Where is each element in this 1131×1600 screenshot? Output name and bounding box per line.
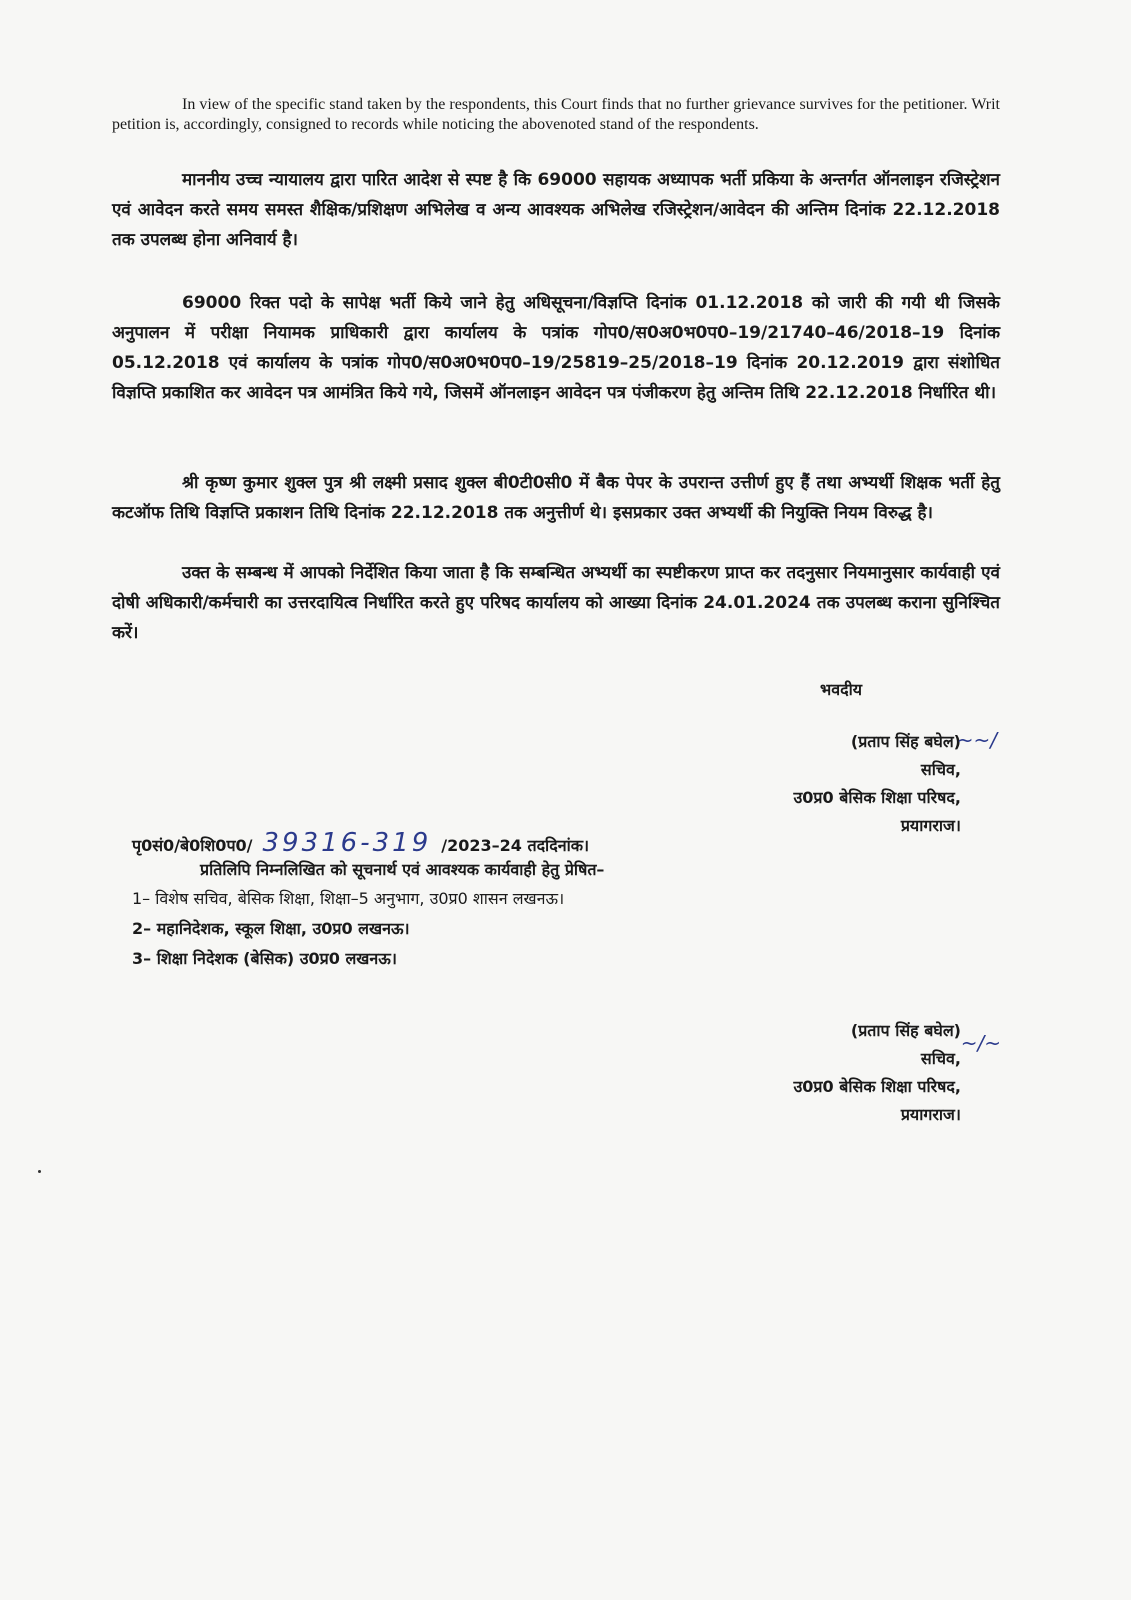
- paragraph-court-order: माननीय उच्च न्यायालय द्वारा पारित आदेश से स्पष्ट है कि 69000 सहायक अध्यापक भर्ती प्रकिया के अन्तर्गत ऑनलाइन रजिस्ट्रेशन एवं आवेदन करते समय समस्त शैक्षिक/प्रशिक्षण अभिलेख व अन्य आवश्यक अभिलेख रजिस्ट्रेशन/आवेदन की अन्तिम दिनांक 22.12.2018 तक उपलब्ध होना अनिवार्य है।: [112, 170, 1000, 250]
- signatory-place: प्रयागराज।: [900, 816, 961, 835]
- reference-line: [132, 828, 1032, 858]
- reference-suffix: /2023–24 तददिनांक।: [441, 836, 590, 855]
- copy-heading: प्रतिलिपि निम्नलिखित को सूचनार्थ एवं आवश्यक कार्यवाही हेतु प्रेषित–: [200, 860, 605, 879]
- list-item: 1– विशेष सचिव, बेसिक शिक्षा, शिक्षा–5 अनुभाग, उ0प्र0 शासन लखनऊ।: [132, 889, 565, 908]
- scan-speck: [38, 1170, 41, 1173]
- reference-number: 39316-319: [262, 828, 432, 858]
- list-item: 2– महानिदेशक, स्कूल शिक्षा, उ0प्र0 लखनऊ।: [132, 919, 410, 938]
- handwritten-signature-icon: ~~/: [956, 728, 997, 752]
- closing-salutation: भवदीय: [820, 680, 863, 699]
- paragraph-notification: 69000 रिक्त पदो के सापेक्ष भर्ती किये जाने हेतु अधिसूचना/विज्ञप्ति दिनांक 01.12.2018 को जारी की गयी थी जिसके अनुपालन में परीक्षा नियामक प्राधिकारी द्वारा कार्यालय के पत्रांक गोप0/स0अ0भ0प0–19/21740–46/2018–19 दिनांक 05.12.2018 एवं कार्यालय के पत्रांक गोप0/स0अ0भ0प0–19/25819–25/2018–19 दिनांक 20.12.2019 द्वारा संशोधित विज्ञप्ति प्रकाशित कर आवेदन पत्र आमंत्रित किये गये, जिसमें ऑनलाइन आवेदन पत्र पंजीकरण हेतु अन्तिम तिथि 22.12.2018 निर्धारित थी।: [112, 293, 1000, 403]
- list-item: 3– शिक्षा निदेशक (बेसिक) उ0प्र0 लखनऊ।: [132, 949, 397, 968]
- paragraph-direction: उक्त के सम्बन्ध में आपको निर्देशित किया जाता है कि सम्बन्धित अभ्यर्थी का स्पष्टीकरण प्राप्त कर तदनुसार नियमानुसार कार्यवाही एवं दोषी अधिकारी/कर्मचारी का उत्तरदायित्व निर्धारित करते हुए परिषद कार्यालय को आख्या दिनांक 24.01.2024 तक उपलब्ध कराना सुनिश्चित करें।: [112, 563, 1000, 643]
- signatory-designation: सचिव,: [920, 760, 961, 779]
- signatory-name: (प्रताप सिंह बघेल): [850, 732, 961, 751]
- court-order-excerpt: In view of the specific stand taken by the respondents, this Court finds that no further grievance survives for the petitioner. Writ petition is, accordingly, consigned to records while noticing the abovenoted stand of the respondents.: [112, 96, 1000, 133]
- paragraph-candidate: श्री कृष्ण कुमार शुक्ल पुत्र श्री लक्ष्मी प्रसाद शुक्ल बी0टी0सी0 में बैक पेपर के उपरान्त उत्तीर्ण हुए हैं तथा अभ्यर्थी शिक्षक भर्ती हेतु कटऑफ तिथि विज्ञप्ति प्रकाशन तिथि दिनांक 22.12.2018 तक अनुत्तीर्ण थे। इसप्रकार उक्त अभ्यर्थी की नियुक्ति नियम विरुद्ध है।: [112, 473, 1000, 523]
- signatory-office: उ0प्र0 बेसिक शिक्षा परिषद,: [793, 1077, 961, 1096]
- signature-block-2: [641, 1017, 1001, 1129]
- reference-prefix: पृ0सं0/बे0शि0प0/: [132, 836, 253, 855]
- copy-list: [132, 884, 932, 974]
- signatory-office: उ0प्र0 बेसिक शिक्षा परिषद,: [793, 788, 961, 807]
- handwritten-signature-icon: ~/~: [960, 1031, 1001, 1055]
- signature-block-1: [641, 728, 997, 840]
- signatory-name: (प्रताप सिंह बघेल): [850, 1021, 961, 1040]
- signatory-place: प्रयागराज।: [900, 1105, 961, 1124]
- signatory-designation: सचिव,: [920, 1049, 961, 1068]
